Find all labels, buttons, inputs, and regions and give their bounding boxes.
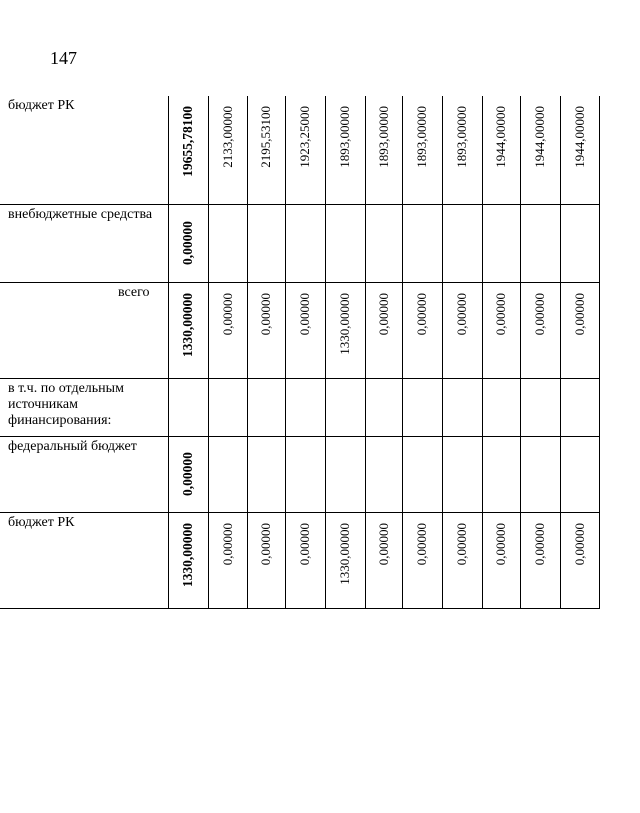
year-value-cell [402,512,442,608]
year-value: 0,00000 [454,522,469,565]
year-value: 1893,00000 [375,106,391,168]
year-value-cell [402,96,442,204]
row-label: бюджет РК [8,514,75,530]
year-value: 1330,00000 [337,522,352,585]
year-value-cell [520,282,560,378]
year-value-cell [285,512,325,608]
table-row [0,436,599,512]
year-value-cell [482,204,520,282]
year-value-cell [482,436,520,512]
year-value: 1923,25000 [297,106,312,168]
year-value: 1330,00000 [337,292,352,355]
year-value-cell [520,378,560,436]
year-value-cell [365,512,402,608]
row-label: всего [117,284,150,300]
year-value-cell [208,512,247,608]
year-value: 0,00000 [219,292,235,335]
year-value-cell [208,204,247,282]
year-value-cell [402,378,442,436]
year-value: 1893,00000 [337,106,352,168]
year-value-cell [325,378,365,436]
year-value-cell [520,436,560,512]
table-row [0,96,599,204]
year-value: 0,00000 [375,292,391,335]
year-value-cell [560,282,599,378]
year-value-cell [285,96,325,204]
year-value-cell [560,96,599,204]
year-value-cell [520,96,560,204]
year-value: 0,00000 [414,292,429,335]
year-value-cell [365,204,402,282]
year-value: 2133,00000 [219,106,235,168]
year-value-cell [325,96,365,204]
total-cell [168,378,208,436]
total-cell [168,282,208,378]
year-value-cell [442,436,482,512]
row-label-cell [0,378,168,436]
year-value-cell [560,512,599,608]
year-value: 0,00000 [571,522,587,565]
row-label-cell [0,436,168,512]
total-value: 0,00000 [180,221,195,265]
year-value-cell [402,282,442,378]
page-number: 147 [50,48,77,68]
year-value: 1944,00000 [571,106,587,168]
year-value-cell [365,282,402,378]
year-value-cell [442,96,482,204]
year-value-cell [482,96,520,204]
row-label: федеральный бюджет [8,438,137,454]
year-value: 1944,00000 [493,106,508,168]
year-value-cell [402,436,442,512]
year-value-cell [482,512,520,608]
year-value: 0,00000 [375,522,391,565]
year-value-cell [247,282,285,378]
year-value: 0,00000 [219,522,235,565]
year-value-cell [325,512,365,608]
year-value: 0,00000 [414,522,429,565]
year-value-cell [247,436,285,512]
year-value-cell [365,96,402,204]
year-value-cell [520,512,560,608]
total-cell [168,512,208,608]
table-row [0,204,599,282]
year-value-cell [208,96,247,204]
year-value: 0,00000 [297,522,312,565]
year-value-cell [285,204,325,282]
year-value-cell [208,282,247,378]
total-value: 1330,00000 [180,522,195,587]
year-value-cell [365,378,402,436]
year-value: 0,00000 [258,522,273,565]
year-value-cell [442,204,482,282]
year-value: 0,00000 [493,522,508,565]
year-value-cell [325,436,365,512]
year-value: 1944,00000 [532,106,547,168]
year-value-cell [442,378,482,436]
year-value-cell [560,436,599,512]
year-value-cell [247,96,285,204]
year-value: 0,00000 [493,292,508,335]
year-value-cell [442,512,482,608]
row-label: бюджет РК [8,98,75,113]
table-row [0,512,599,608]
row-label-cell [0,96,168,204]
year-value-cell [247,378,285,436]
row-label: в т.ч. по отдельным источникам финансирования: [8,380,124,428]
year-value-cell [325,282,365,378]
year-value: 0,00000 [454,292,469,335]
year-value: 1893,00000 [454,106,469,168]
year-value-cell [208,378,247,436]
year-value: 1893,00000 [414,106,429,168]
year-value-cell [365,436,402,512]
year-value-cell [285,378,325,436]
year-value-cell [482,282,520,378]
total-cell [168,204,208,282]
total-value: 1330,00000 [180,292,195,357]
year-value: 0,00000 [297,292,312,335]
year-value-cell [520,204,560,282]
financing-table [0,96,600,609]
year-value-cell [247,204,285,282]
year-value-cell [285,436,325,512]
year-value: 0,00000 [571,292,587,335]
year-value-cell [560,378,599,436]
row-label-cell [0,282,168,378]
year-value: 0,00000 [258,292,273,335]
table-row [0,282,599,378]
year-value-cell [482,378,520,436]
year-value-cell [560,204,599,282]
year-value-cell [285,282,325,378]
year-value: 2195,53100 [258,106,273,168]
year-value-cell [208,436,247,512]
year-value-cell [402,204,442,282]
row-label-cell [0,204,168,282]
total-value: 19655,78100 [180,106,195,177]
table-row [0,378,599,436]
total-cell [168,96,208,204]
year-value-cell [247,512,285,608]
year-value: 0,00000 [532,292,547,335]
year-value: 0,00000 [532,522,547,565]
total-cell [168,436,208,512]
total-value: 0,00000 [180,452,195,496]
row-label: внебюджетные средства [8,206,153,222]
row-label-cell [0,512,168,608]
year-value-cell [325,204,365,282]
year-value-cell [442,282,482,378]
